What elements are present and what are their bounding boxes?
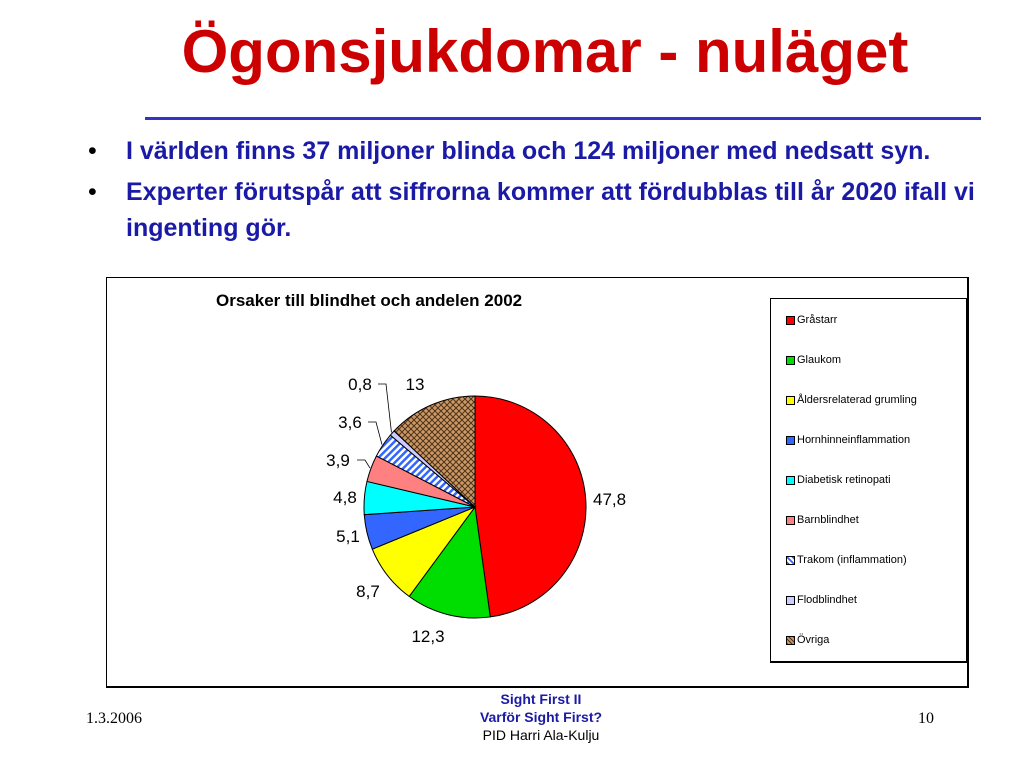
legend-label: Hornhinneinflammation [797, 434, 911, 446]
legend-swatch [786, 316, 795, 325]
label-leader-line [378, 384, 391, 432]
data-label: 47,8 [593, 490, 627, 509]
legend-label: Diabetisk retinopati [797, 474, 891, 486]
legend-item [797, 353, 841, 367]
footer-center [420, 690, 662, 744]
legend-swatch [786, 596, 795, 605]
legend-item [797, 513, 859, 527]
legend-label: Övriga [797, 634, 830, 646]
slide-title: Ögonsjukdomar - nuläget [181, 18, 909, 85]
legend-item [797, 393, 917, 407]
legend-item [797, 473, 891, 487]
legend-swatch [786, 516, 795, 525]
footer-date: 1.3.2006 [86, 710, 142, 727]
legend-swatch [786, 636, 795, 645]
legend-label: Glaukom [797, 354, 842, 366]
legend-swatch [786, 356, 795, 365]
legend-item [797, 593, 857, 607]
data-label: 3,9 [326, 451, 350, 470]
label-leader-line [368, 422, 382, 445]
legend-swatch [786, 476, 795, 485]
legend-label: Barnblindhet [797, 514, 859, 526]
pie-slice-0 [475, 396, 586, 617]
legend-label: Åldersrelaterad grumling [797, 394, 917, 406]
chart-title: Orsaker till blindhet och andelen 2002 [216, 291, 523, 310]
footer-link-sight-first[interactable]: Sight First II [500, 691, 582, 707]
label-leader-line [357, 460, 370, 468]
legend-item [797, 553, 907, 567]
data-label: 3,6 [338, 413, 362, 432]
data-label: 8,7 [356, 582, 380, 601]
legend-swatch [786, 556, 795, 565]
data-label: 13 [405, 375, 425, 394]
page-number: 10 [918, 710, 934, 727]
legend-item [797, 633, 829, 647]
footer-link-why[interactable]: Varför Sight First? [479, 709, 603, 725]
legend-item [797, 313, 837, 327]
data-label: 12,3 [411, 627, 445, 646]
data-label: 4,8 [333, 488, 357, 507]
bullet-item: • I världen finns 37 miljoner blinda och 124 miljoner med nedsatt syn. [88, 133, 988, 169]
legend-swatch [786, 436, 795, 445]
legend-label: Trakom (inflammation) [797, 554, 907, 566]
legend-swatch [786, 396, 795, 405]
chart-legend [770, 298, 968, 663]
legend-label: Gråstarr [797, 314, 838, 326]
bullet-item: • Experter förutspår att siffrorna kommer att fördubblas till år 2020 ifall vi ingenting gör. [88, 174, 988, 246]
data-label: 0,8 [348, 375, 372, 394]
legend-label: Flodblindhet [797, 594, 857, 606]
legend-item [797, 433, 910, 447]
footer-author: PID Harri Ala-Kulju [482, 727, 600, 743]
data-label: 5,1 [336, 527, 360, 546]
